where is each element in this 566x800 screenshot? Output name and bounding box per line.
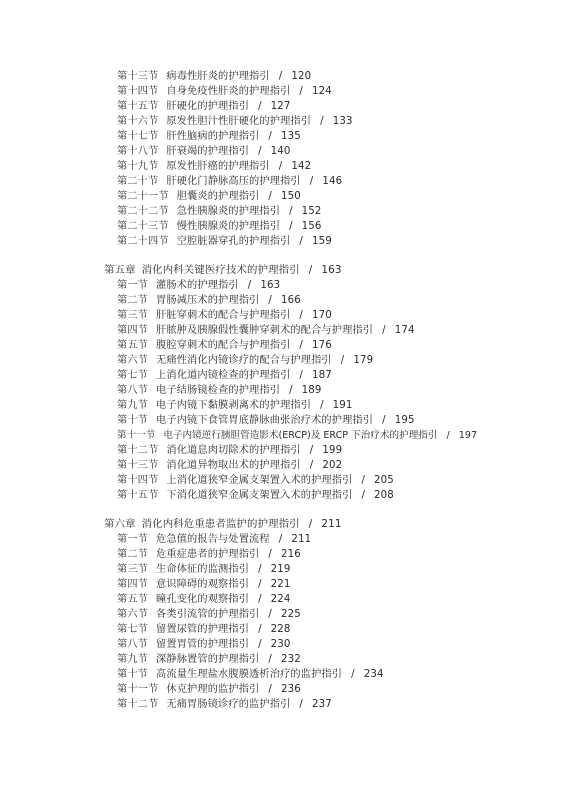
separator: / [309, 460, 314, 471]
separator: / [268, 191, 272, 202]
separator: / [308, 264, 313, 276]
page-number: 211 [321, 518, 342, 530]
separator: / [299, 699, 304, 710]
page-number: 232 [280, 654, 301, 665]
section-title: 电子内镜逆行胰胆管造影术(ERCP)及 ERCP 下治疗术的护理指引 [163, 430, 438, 441]
separator: / [309, 176, 314, 187]
section-number: 第四节 [117, 325, 149, 336]
section-number: 第二十四节 [117, 236, 169, 247]
section-number: 第二十一节 [117, 191, 169, 202]
page-number: 146 [322, 176, 343, 187]
separator: / [268, 654, 272, 665]
page-number: 237 [312, 699, 332, 710]
separator: / [258, 624, 262, 635]
section-number: 第十九节 [117, 161, 159, 172]
section-number: 第七节 [117, 624, 149, 635]
separator: / [320, 116, 324, 127]
page-number: 163 [260, 280, 281, 291]
section-title: 危重症患者的护理指引 [156, 549, 260, 560]
section-title: 高流量生理盐水腹膜透析治疗的监护指引 [156, 669, 343, 680]
section-number: 第八节 [117, 639, 149, 650]
chapter-title: 消化内科危重患者监护的护理指引 [141, 518, 300, 530]
section-number: 第十八节 [117, 146, 159, 157]
page-number: 120 [291, 71, 312, 82]
chapter-number: 第六章 [104, 518, 136, 530]
page-number: 156 [301, 221, 322, 232]
page-number: 234 [363, 669, 384, 680]
section-number: 第六节 [117, 609, 149, 620]
separator: / [299, 310, 303, 321]
section-number: 第四节 [117, 579, 149, 590]
section-title: 原发性肝癌的护理指引 [166, 161, 270, 172]
separator: / [268, 295, 272, 306]
chapter-title: 消化内科关键医疗技术的护理指引 [141, 264, 300, 276]
page-number: 221 [270, 579, 291, 590]
separator: / [299, 340, 303, 351]
section-title: 各类引流管的护理指引 [156, 609, 260, 620]
toc-entry[interactable] [117, 130, 301, 143]
page-number: 230 [270, 639, 291, 650]
section-number: 第十三节 [117, 71, 159, 82]
page-number: 216 [280, 549, 301, 560]
page-number: 224 [270, 594, 291, 605]
toc-entry[interactable] [117, 235, 332, 248]
separator: / [258, 101, 262, 112]
separator: / [258, 594, 262, 605]
toc-entry[interactable] [117, 324, 415, 337]
page-number: 219 [270, 564, 291, 575]
page-number: 205 [374, 475, 394, 486]
separator: / [268, 684, 272, 695]
separator: / [309, 445, 314, 456]
toc-entry[interactable] [117, 70, 311, 83]
toc-entry[interactable] [117, 160, 311, 173]
section-number: 第二十节 [117, 176, 159, 187]
separator: / [308, 518, 313, 530]
page-number: 199 [322, 445, 343, 456]
toc-entry[interactable] [117, 279, 280, 292]
separator: / [289, 206, 293, 217]
separator: / [268, 131, 272, 142]
separator: / [320, 400, 324, 411]
section-number: 第十二节 [117, 699, 159, 710]
separator: / [278, 534, 283, 545]
section-number: 第三节 [117, 564, 149, 575]
separator: / [382, 415, 386, 426]
page-number: 140 [270, 146, 291, 157]
separator: / [289, 385, 293, 396]
section-number: 第十七节 [117, 131, 159, 142]
section-title: 上消化道内镜检查的护理指引 [156, 370, 291, 381]
separator: / [258, 579, 262, 590]
section-title: 慢性胰腺炎的护理指引 [176, 221, 281, 232]
section-number: 第九节 [117, 654, 149, 665]
separator: / [268, 549, 272, 560]
separator: / [299, 236, 303, 247]
section-title: 自身免疫性肝炎的护理指引 [166, 86, 291, 97]
toc-entry[interactable] [117, 489, 394, 502]
section-title: 肝脏穿刺术的配合与护理指引 [156, 310, 291, 321]
section-number: 第七节 [117, 370, 149, 381]
separator: / [299, 370, 303, 381]
toc-entry[interactable] [117, 100, 291, 113]
page-number: 208 [374, 490, 394, 501]
toc-entry[interactable] [117, 444, 342, 457]
section-title: 病毒性肝炎的护理指引 [166, 71, 270, 82]
page-number: 152 [301, 206, 322, 217]
separator: / [247, 280, 252, 291]
toc-entry[interactable] [117, 698, 332, 711]
section-title: 肝硬化门静脉高压的护理指引 [166, 176, 301, 187]
page-number: 236 [281, 684, 301, 695]
section-title: 深静脉置管的护理指引 [156, 654, 260, 665]
page-number: 170 [312, 310, 332, 321]
section-title: 危急值的报告与处置流程 [156, 534, 270, 545]
toc-entry[interactable] [117, 339, 332, 352]
page-number: 228 [270, 624, 291, 635]
section-title: 无痛胃肠镜诊疗的监护指引 [166, 699, 291, 710]
section-number: 第五节 [117, 340, 149, 351]
page-number: 127 [270, 101, 291, 112]
section-number: 第九节 [117, 400, 149, 411]
section-number: 第二十二节 [117, 206, 169, 217]
section-title: 电子结肠镜检查的护理指引 [156, 385, 281, 396]
toc-entry[interactable] [117, 563, 291, 576]
separator: / [258, 146, 262, 157]
section-title: 上消化道狭窄金属支架置入术的护理指引 [166, 475, 353, 486]
separator: / [351, 669, 355, 680]
chapter-heading[interactable] [104, 518, 342, 531]
section-title: 腹腔穿刺术的配合与护理指引 [156, 340, 291, 351]
section-title: 灌肠术的护理指引 [156, 280, 239, 291]
chapter-number: 第五章 [104, 264, 136, 276]
toc-entry[interactable] [117, 220, 322, 233]
page-number: 166 [280, 295, 301, 306]
toc-entry[interactable] [117, 429, 477, 442]
section-number: 第一节 [117, 280, 149, 291]
section-title: 空腔脏器穿孔的护理指引 [176, 236, 291, 247]
page-number: 187 [312, 370, 332, 381]
toc-entry[interactable] [117, 683, 301, 696]
section-number: 第十三节 [117, 460, 159, 471]
section-title: 消化道息肉切除术的护理指引 [166, 445, 301, 456]
toc-entry[interactable] [117, 294, 301, 307]
section-title: 电子内镜下食管胃底静脉曲张治疗术的护理指引 [156, 415, 374, 426]
section-number: 第十一节 [117, 684, 159, 695]
toc-entry[interactable] [117, 668, 384, 681]
section-title: 胃肠减压术的护理指引 [156, 295, 260, 306]
section-title: 肝衰竭的护理指引 [166, 146, 250, 157]
toc-entry[interactable] [117, 384, 322, 397]
separator: / [289, 221, 293, 232]
section-title: 无痛性消化内镜诊疗的配合与护理指引 [156, 355, 332, 366]
separator: / [268, 609, 272, 620]
section-number: 第十五节 [117, 101, 159, 112]
section-title: 生命体征的监测指引 [156, 564, 250, 575]
toc-entry[interactable] [117, 309, 332, 322]
toc-entry[interactable] [117, 145, 291, 158]
toc-entry[interactable] [117, 354, 373, 367]
separator: / [382, 325, 386, 336]
page-number: 202 [322, 460, 343, 471]
section-title: 留置胃管的护理指引 [156, 639, 250, 650]
section-number: 第八节 [117, 385, 149, 396]
section-title: 原发性胆汁性肝硬化的护理指引 [166, 116, 312, 127]
separator: / [278, 161, 283, 172]
toc-entry[interactable] [117, 638, 291, 651]
page-number: 124 [312, 86, 332, 97]
separator: / [340, 355, 345, 366]
page-number: 191 [332, 400, 353, 411]
toc-entry[interactable] [117, 414, 415, 427]
section-number: 第十节 [117, 669, 149, 680]
page-number: 142 [291, 161, 312, 172]
separator: / [446, 430, 450, 441]
section-number: 第二节 [117, 295, 149, 306]
section-title: 下消化道狭窄金属支架置入术的护理指引 [166, 490, 353, 501]
section-title: 肝性脑病的护理指引 [166, 131, 260, 142]
toc-entry[interactable] [117, 399, 353, 412]
section-number: 第五节 [117, 594, 149, 605]
section-number: 第一节 [117, 534, 149, 545]
page-number: 195 [394, 415, 415, 426]
toc-entry[interactable] [117, 653, 301, 666]
page-number: 197 [458, 430, 478, 441]
section-title: 肝脓肿及胰腺假性囊肿穿刺术的配合与护理指引 [156, 325, 374, 336]
toc-entry[interactable] [117, 190, 301, 203]
toc-entry[interactable] [117, 578, 291, 591]
page-number: 150 [280, 191, 301, 202]
section-title: 消化道异物取出术的护理指引 [166, 460, 301, 471]
section-number: 第六节 [117, 355, 149, 366]
page-number: 159 [312, 236, 332, 247]
toc-entry[interactable] [117, 533, 311, 546]
toc-entry[interactable] [117, 548, 301, 561]
section-title: 电子内镜下黏膜剥离术的护理指引 [156, 400, 312, 411]
section-number: 第二十三节 [117, 221, 169, 232]
toc-entry[interactable] [117, 623, 291, 636]
section-number: 第三节 [117, 310, 149, 321]
toc-entry[interactable] [117, 115, 353, 128]
section-title: 休克护理的监护指引 [166, 684, 260, 695]
section-title: 瞳孔变化的观察指引 [156, 594, 250, 605]
toc-entry[interactable] [117, 369, 332, 382]
section-title: 肝硬化的护理指引 [166, 101, 250, 112]
section-number: 第十四节 [117, 475, 159, 486]
section-number: 第十五节 [117, 490, 159, 501]
toc-entry[interactable] [117, 205, 322, 218]
section-number: 第十二节 [117, 445, 159, 456]
page-number: 133 [332, 116, 353, 127]
separator: / [278, 71, 283, 82]
separator: / [361, 490, 366, 501]
section-title: 急性胰腺炎的护理指引 [176, 206, 281, 217]
section-number: 第十四节 [117, 86, 159, 97]
section-title: 胆囊炎的护理指引 [176, 191, 260, 202]
page-number: 225 [280, 609, 301, 620]
page-number: 163 [321, 264, 342, 276]
page-number: 176 [312, 340, 332, 351]
section-title: 留置尿管的护理指引 [156, 624, 250, 635]
page-number: 211 [291, 534, 312, 545]
page-number: 179 [353, 355, 374, 366]
chapter-heading[interactable] [104, 264, 342, 277]
section-title: 意识障碍的观察指引 [156, 579, 250, 590]
separator: / [258, 564, 262, 575]
page-number: 135 [281, 131, 301, 142]
page-number: 174 [394, 325, 415, 336]
toc-entry[interactable] [117, 608, 301, 621]
page-number: 189 [301, 385, 322, 396]
toc-entry[interactable] [117, 175, 342, 188]
separator: / [258, 639, 262, 650]
separator: / [361, 475, 366, 486]
section-number: 第十节 [117, 415, 149, 426]
section-number: 第十一节 [117, 430, 156, 441]
section-number: 第十六节 [117, 116, 159, 127]
section-number: 第二节 [117, 549, 149, 560]
toc-entry[interactable] [117, 459, 342, 472]
toc-entry[interactable] [117, 593, 291, 606]
toc-entry[interactable] [117, 474, 394, 487]
separator: / [299, 86, 304, 97]
toc-entry[interactable] [117, 85, 332, 98]
